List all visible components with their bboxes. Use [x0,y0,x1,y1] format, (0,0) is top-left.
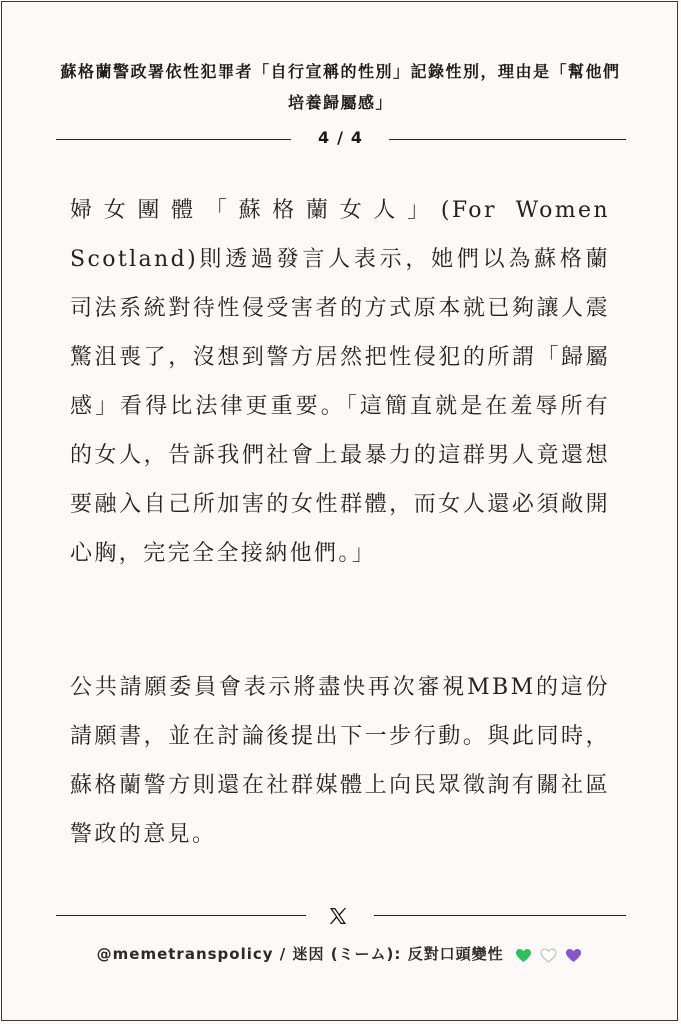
footer-credit [40,942,640,967]
hearts-group [514,943,583,967]
purple-heart-icon [565,948,582,963]
green-heart-icon [515,948,532,963]
divider-left [56,139,291,140]
page-current: 4 [317,128,330,147]
page-indicator [291,127,389,149]
footer-divider-left [56,915,306,916]
white-heart-icon [540,948,557,963]
divider-right [389,139,626,140]
page-separator: / [337,128,343,147]
footer-credit-text: @memetranspolicy / 迷因 (ミーム): 反對口頭變性 [96,945,504,963]
pagination-row [56,127,626,149]
page-total: 4 [350,128,363,147]
body-paragraph-2: 公共請願委員會表示將盡快再次審視MBM的這份請願書，並在討論後提出下一步行動。與此同時，蘇格蘭警方則還在社群媒體上向民眾徵詢有關社區警政的意見。 [70,675,610,847]
page-title: 蘇格蘭警政署依性犯罪者「自行宣稱的性別」記錄性別，理由是「幫他們培養歸屬感」 [60,62,621,112]
footer-divider-right [374,915,626,916]
footer-divider-row [56,904,626,928]
body-paragraph-1: 婦女團體「蘇格蘭女人」(For Women Scotland)則透過發言人表示，她們以為蘇格蘭司法系統對待性侵受害者的方式原本就已夠讓人震驚沮喪了，沒想到警方居然把性侵犯的所謂「歸屬感」看得比法律更重要。「這簡直就是在羞辱所有的女人，告訴我們社會上最暴力的這群男人竟還想要融入自己所加害的女性群體，而女人還必須敞開心胸，完完全全接納他們。」 [70,198,610,566]
x-logo-icon [328,906,348,926]
